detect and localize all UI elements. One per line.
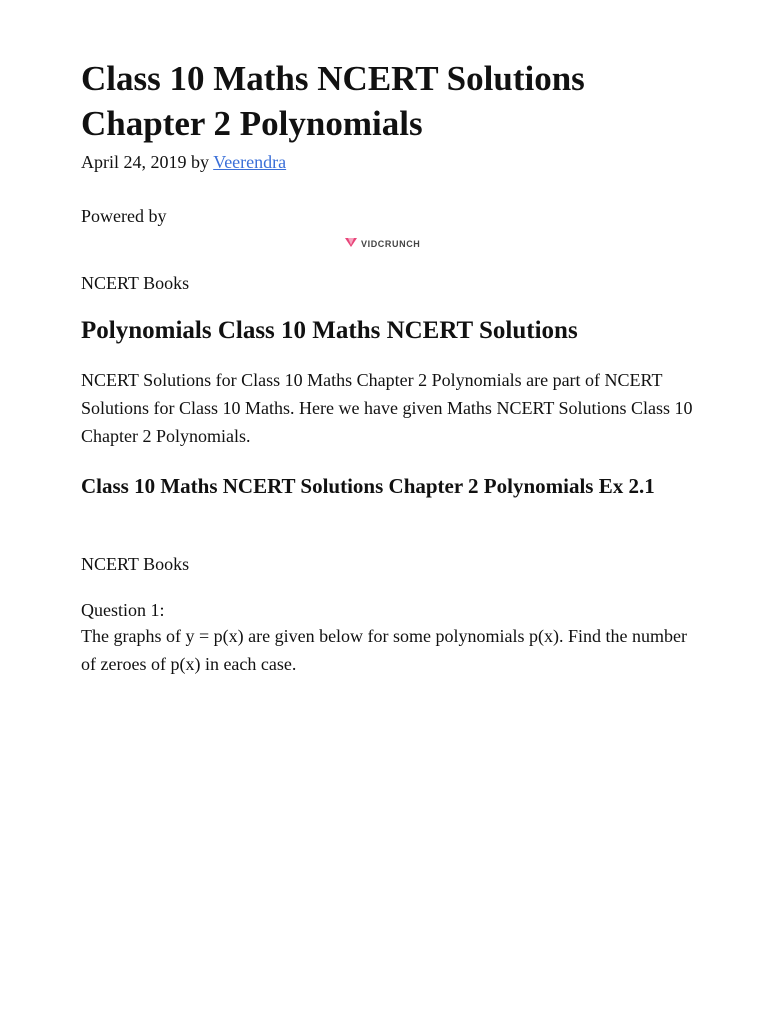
ncert-books-text: NCERT Books	[81, 273, 190, 293]
author-link[interactable]: Veerendra	[213, 152, 287, 172]
page-title: Class 10 Maths NCERT Solutions Chapter 2 Polynomials	[81, 59, 585, 143]
vidcrunch-wordmark: VIDCRUNCH	[361, 239, 421, 249]
powered-by-label: Powered by	[81, 206, 167, 226]
vidcrunch-brand[interactable]	[344, 236, 420, 252]
by-label: by	[191, 152, 209, 172]
question-text: The graphs of y = p(x) are given below for some polynomials p(x). Find the number of zeroes of p(x) in each case.	[81, 626, 688, 674]
question-label: Question 1:	[81, 600, 165, 620]
section-heading: Polynomials Class 10 Maths NCERT Solutions	[81, 317, 578, 344]
exercise-heading: Class 10 Maths NCERT Solutions Chapter 2 Polynomials Ex 2.1	[81, 474, 655, 498]
intro-paragraph: NCERT Solutions for Class 10 Maths Chapter 2 Polynomials are part of NCERT Solutions for Class 10 Maths. Here we have given Maths NCERT Solutions Class 10 Chapter 2 Polynomials.	[81, 370, 693, 446]
post-meta	[81, 150, 286, 174]
vidcrunch-logo-icon	[344, 235, 358, 253]
ncert-books-text: NCERT Books	[81, 554, 190, 574]
post-date: April 24, 2019	[81, 152, 187, 172]
